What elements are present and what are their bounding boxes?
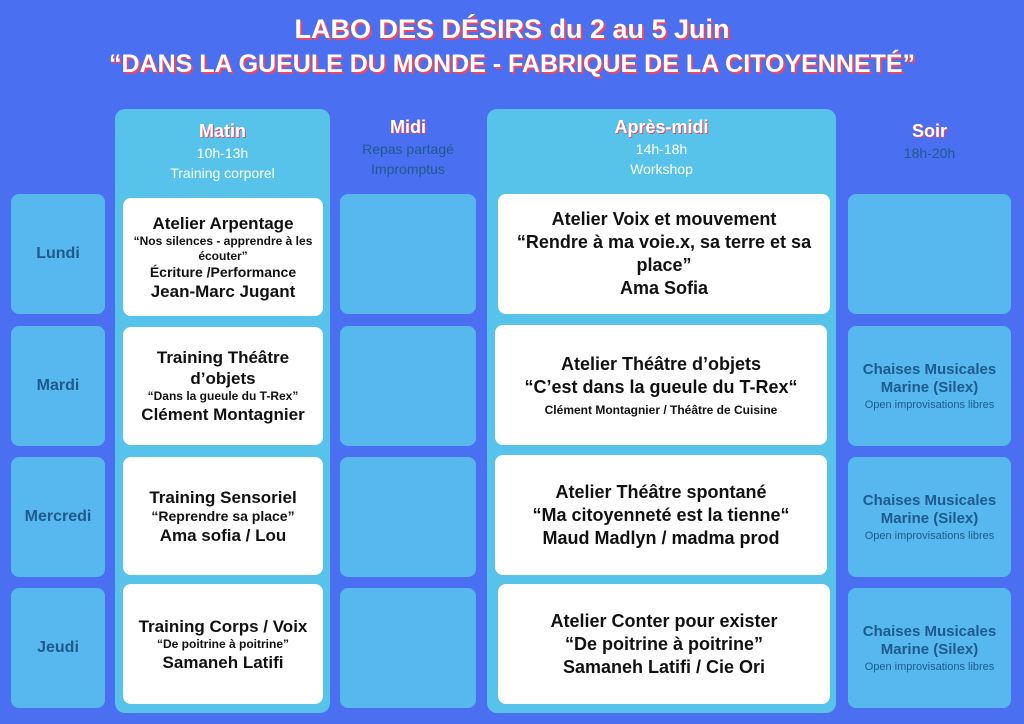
morning-card-jeudi [123, 584, 323, 704]
card-extra: Écriture /Performance [149, 263, 297, 280]
card-quote: “Reprendre sa place” [151, 507, 295, 524]
card-title: Atelier Théâtre spontané [555, 481, 767, 502]
header-matin [115, 121, 330, 182]
card-quote: “De poitrine à poitrine” [564, 633, 764, 654]
header-midi-line2: Impromptus [371, 161, 445, 177]
card-person: Maud Madlyn / madma prod [542, 527, 780, 548]
subtitle: “DANS LA GUEULE DU MONDE - FABRIQUE DE LA CITOYENNETÉ” [108, 50, 916, 78]
card-person: Ama Sofia [619, 278, 709, 298]
midi-cell-lundi [340, 194, 476, 314]
soir-note: Open improvisations libres [864, 661, 995, 673]
soir-title: Chaises Musicales [862, 623, 997, 640]
header-matin-time: 10h-13h [196, 145, 249, 161]
morning-card-lundi [123, 198, 323, 316]
header-soir-name: Soir [911, 121, 947, 141]
day-label-lundi: Lundi [11, 194, 105, 314]
soir-note: Open improvisations libres [864, 399, 995, 411]
card-person: Clément Montagnier / Théâtre de Cuisine [544, 402, 778, 417]
card-title: Atelier Théâtre d’objets [560, 353, 762, 374]
soir-person: Marine (Silex) [880, 379, 979, 396]
card-title: Atelier Voix et mouvement [551, 209, 777, 229]
card-quote: “Rendre à ma voie.x, sa terre et sa place” [516, 232, 812, 275]
soir-title: Chaises Musicales [862, 361, 997, 378]
soir-cell-mardi [848, 326, 1011, 446]
header-soir [848, 121, 1011, 162]
morning-card-mercredi [123, 457, 323, 575]
midi-cell-mercredi [340, 457, 476, 577]
card-quote: “Ma citoyenneté est la tienne“ [532, 504, 790, 525]
afternoon-card-jeudi [498, 584, 830, 704]
main-title: LABO DES DÉSIRS du 2 au 5 Juin [294, 14, 730, 44]
soir-person: Marine (Silex) [880, 510, 979, 527]
card-quote: “Dans la gueule du T-Rex” [147, 389, 299, 403]
card-person: Samaneh Latifi [162, 652, 284, 672]
morning-card-mardi [123, 327, 323, 445]
header-matin-detail: Training corporel [170, 165, 275, 181]
soir-note: Open improvisations libres [864, 530, 995, 542]
card-quote: “Nos silences - apprendre à les écouter” [133, 233, 313, 263]
card-quote: “C’est dans la gueule du T-Rex“ [524, 376, 798, 397]
soir-title: Chaises Musicales [862, 492, 997, 509]
header-midi-line1: Repas partagé [362, 141, 454, 157]
card-title: Training Théâtre d’objets [156, 348, 290, 388]
card-title: Training Sensoriel [149, 487, 297, 507]
day-label-mercredi: Mercredi [11, 457, 105, 577]
header-midi [340, 117, 476, 178]
midi-cell-mardi [340, 326, 476, 446]
card-title: Training Corps / Voix [138, 616, 308, 636]
card-person: Ama sofia / Lou [159, 525, 287, 545]
soir-cell-lundi [848, 194, 1011, 314]
soir-cell-mercredi [848, 457, 1011, 577]
card-title: Atelier Conter pour exister [550, 610, 778, 631]
card-person: Samaneh Latifi / Cie Ori [562, 656, 766, 677]
header-apres-midi-name: Après-midi [614, 117, 709, 137]
header-soir-time: 18h-20h [903, 145, 956, 161]
card-person: Clément Montagnier [141, 405, 305, 424]
header-apres-midi-detail: Workshop [630, 161, 693, 177]
soir-person: Marine (Silex) [880, 641, 979, 658]
header-apres-midi-time: 14h-18h [635, 141, 688, 157]
afternoon-card-mardi [495, 325, 827, 445]
card-title: Atelier Arpentage [152, 213, 294, 233]
day-label-jeudi: Jeudi [11, 588, 105, 708]
afternoon-card-lundi [498, 194, 830, 314]
header-matin-name: Matin [199, 121, 246, 141]
day-label-mardi: Mardi [11, 326, 105, 446]
header-apres-midi [487, 117, 836, 178]
soir-cell-jeudi [848, 588, 1011, 708]
afternoon-card-mercredi [495, 455, 827, 575]
header-midi-name: Midi [390, 117, 426, 137]
card-person: Jean-Marc Jugant [150, 281, 296, 301]
card-quote: “De poitrine à poitrine” [156, 636, 289, 651]
midi-cell-jeudi [340, 588, 476, 708]
